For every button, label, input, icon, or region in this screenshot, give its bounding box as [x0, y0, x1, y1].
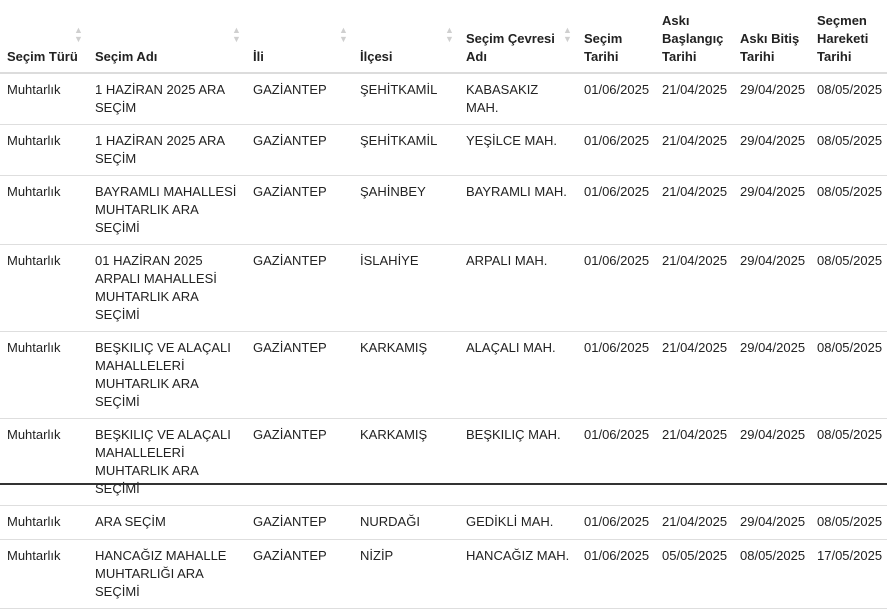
sort-arrows-icon: ▲ ▼	[563, 25, 572, 44]
cell-secim-cevresi-adi: ALAÇALI MAH.	[459, 332, 577, 419]
cell-aski-baslangic-tarihi: 21/04/2025	[655, 332, 733, 419]
cell-secmen-hareketi-tarihi: 08/05/2025	[810, 73, 887, 125]
table-row[interactable]	[0, 540, 887, 609]
column-header-ilcesi[interactable]	[353, 0, 459, 73]
cell-secim-tarihi: 01/06/2025	[577, 419, 655, 506]
column-header-label: Seçim Tarihi	[584, 31, 623, 64]
cell-secmen-hareketi-tarihi: 08/05/2025	[810, 506, 887, 540]
cell-ilcesi: ŞEHİTKAMİL	[353, 125, 459, 176]
cell-aski-baslangic-tarihi: 21/04/2025	[655, 245, 733, 332]
table-row[interactable]	[0, 73, 887, 125]
header-row	[0, 0, 887, 73]
cell-aski-baslangic-tarihi: 21/04/2025	[655, 73, 733, 125]
cell-aski-bitis-tarihi: 29/04/2025	[733, 73, 810, 125]
column-header-label: Seçmen Hareketi Tarihi	[817, 13, 869, 64]
column-header-aski-bitis-tarihi[interactable]	[733, 0, 810, 73]
table-row[interactable]	[0, 125, 887, 176]
cell-aski-bitis-tarihi: 29/04/2025	[733, 125, 810, 176]
cell-secim-tarihi: 01/06/2025	[577, 245, 655, 332]
table-row[interactable]	[0, 245, 887, 332]
cell-ilcesi: NİZİP	[353, 540, 459, 609]
cell-secim-cevresi-adi: HANCAĞIZ MAH.	[459, 540, 577, 609]
cell-secim-cevresi-adi: KABASAKIZ MAH.	[459, 73, 577, 125]
cell-secmen-hareketi-tarihi: 08/05/2025	[810, 332, 887, 419]
cell-aski-baslangic-tarihi: 21/04/2025	[655, 176, 733, 245]
cell-secmen-hareketi-tarihi: 08/05/2025	[810, 245, 887, 332]
column-header-label: Askı Bitiş Tarihi	[740, 31, 800, 64]
cell-aski-bitis-tarihi: 29/04/2025	[733, 419, 810, 506]
sort-arrows-icon: ▲ ▼	[232, 25, 241, 44]
cell-secim-turu: Muhtarlık	[0, 419, 88, 506]
cell-aski-bitis-tarihi: 29/04/2025	[733, 245, 810, 332]
column-header-secim-turu[interactable]	[0, 0, 88, 73]
cell-aski-baslangic-tarihi: 21/04/2025	[655, 506, 733, 540]
cell-ili: GAZİANTEP	[246, 176, 353, 245]
cell-ilcesi: İSLAHİYE	[353, 245, 459, 332]
column-header-secim-cevresi-adi[interactable]	[459, 0, 577, 73]
table-row[interactable]	[0, 506, 887, 540]
cell-secim-turu: Muhtarlık	[0, 245, 88, 332]
cell-ilcesi: KARKAMIŞ	[353, 419, 459, 506]
column-header-ili[interactable]	[246, 0, 353, 73]
cell-secim-cevresi-adi: BEŞKILIÇ MAH.	[459, 419, 577, 506]
cell-secim-adi: HANCAĞIZ MAHALLE MUHTARLIĞI ARA SEÇİMİ	[88, 540, 246, 609]
column-header-secim-adi[interactable]	[88, 0, 246, 73]
column-header-label: İlçesi	[360, 49, 393, 64]
cell-secmen-hareketi-tarihi: 08/05/2025	[810, 125, 887, 176]
cell-aski-baslangic-tarihi: 05/05/2025	[655, 540, 733, 609]
table-header	[0, 0, 887, 73]
column-header-label: Seçim Çevresi Adı	[466, 31, 555, 64]
cell-ilcesi: ŞEHİTKAMİL	[353, 73, 459, 125]
cell-secim-tarihi: 01/06/2025	[577, 540, 655, 609]
cell-secim-adi: BAYRAMLI MAHALLESİ MUHTARLIK ARA SEÇİMİ	[88, 176, 246, 245]
column-header-label: Seçim Adı	[95, 49, 158, 64]
cell-ili: GAZİANTEP	[246, 540, 353, 609]
cell-secim-adi: BEŞKILIÇ VE ALAÇALI MAHALLELERİ MUHTARLIK ARA SEÇİMİ	[88, 419, 246, 506]
cell-aski-bitis-tarihi: 08/05/2025	[733, 540, 810, 609]
cell-secmen-hareketi-tarihi: 08/05/2025	[810, 419, 887, 506]
table-row[interactable]	[0, 176, 887, 245]
cell-secmen-hareketi-tarihi: 17/05/2025	[810, 540, 887, 609]
table-row[interactable]	[0, 332, 887, 419]
column-header-label: Seçim Türü	[7, 49, 78, 64]
cell-secim-adi: BEŞKILIÇ VE ALAÇALI MAHALLELERİ MUHTARLIK ARA SEÇİMİ	[88, 332, 246, 419]
sort-arrows-icon: ▲ ▼	[339, 25, 348, 44]
cell-secim-turu: Muhtarlık	[0, 176, 88, 245]
cell-secim-tarihi: 01/06/2025	[577, 125, 655, 176]
cell-ilcesi: ŞAHİNBEY	[353, 176, 459, 245]
cell-ili: GAZİANTEP	[246, 506, 353, 540]
cell-ilcesi: KARKAMIŞ	[353, 332, 459, 419]
cell-aski-baslangic-tarihi: 21/04/2025	[655, 125, 733, 176]
cell-secim-adi: 1 HAZİRAN 2025 ARA SEÇİM	[88, 73, 246, 125]
cell-secim-turu: Muhtarlık	[0, 332, 88, 419]
cell-ili: GAZİANTEP	[246, 73, 353, 125]
cell-secim-tarihi: 01/06/2025	[577, 73, 655, 125]
table-body	[0, 73, 887, 609]
cell-secim-tarihi: 01/06/2025	[577, 506, 655, 540]
column-header-secmen-hareketi-tarihi[interactable]	[810, 0, 887, 73]
sort-arrows-icon: ▲ ▼	[74, 25, 83, 44]
cell-secmen-hareketi-tarihi: 08/05/2025	[810, 176, 887, 245]
cell-secim-adi: 1 HAZİRAN 2025 ARA SEÇİM	[88, 125, 246, 176]
cell-ili: GAZİANTEP	[246, 125, 353, 176]
cell-ili: GAZİANTEP	[246, 332, 353, 419]
column-header-aski-baslangic-tarihi[interactable]	[655, 0, 733, 73]
cell-aski-baslangic-tarihi: 21/04/2025	[655, 419, 733, 506]
cell-secim-tarihi: 01/06/2025	[577, 332, 655, 419]
cell-secim-adi: 01 HAZİRAN 2025 ARPALI MAHALLESİ MUHTARLIK ARA SEÇİMİ	[88, 245, 246, 332]
cell-secim-tarihi: 01/06/2025	[577, 176, 655, 245]
sort-arrows-icon: ▲ ▼	[445, 25, 454, 44]
cell-secim-cevresi-adi: YEŞİLCE MAH.	[459, 125, 577, 176]
cell-secim-cevresi-adi: BAYRAMLI MAH.	[459, 176, 577, 245]
table-row[interactable]	[0, 419, 887, 506]
cell-secim-turu: Muhtarlık	[0, 125, 88, 176]
cell-secim-cevresi-adi: ARPALI MAH.	[459, 245, 577, 332]
cell-aski-bitis-tarihi: 29/04/2025	[733, 332, 810, 419]
cell-ilcesi: NURDAĞI	[353, 506, 459, 540]
cell-aski-bitis-tarihi: 29/04/2025	[733, 506, 810, 540]
cell-aski-bitis-tarihi: 29/04/2025	[733, 176, 810, 245]
column-header-label: İli	[253, 49, 264, 64]
column-header-label: Askı Başlangıç Tarihi	[662, 13, 724, 64]
cell-secim-turu: Muhtarlık	[0, 73, 88, 125]
cell-ili: GAZİANTEP	[246, 419, 353, 506]
cell-secim-turu: Muhtarlık	[0, 506, 88, 540]
column-header-secim-tarihi[interactable]	[577, 0, 655, 73]
cell-secim-adi: ARA SEÇİM	[88, 506, 246, 540]
cell-ili: GAZİANTEP	[246, 245, 353, 332]
cell-secim-turu: Muhtarlık	[0, 540, 88, 609]
cell-secim-cevresi-adi: GEDİKLİ MAH.	[459, 506, 577, 540]
